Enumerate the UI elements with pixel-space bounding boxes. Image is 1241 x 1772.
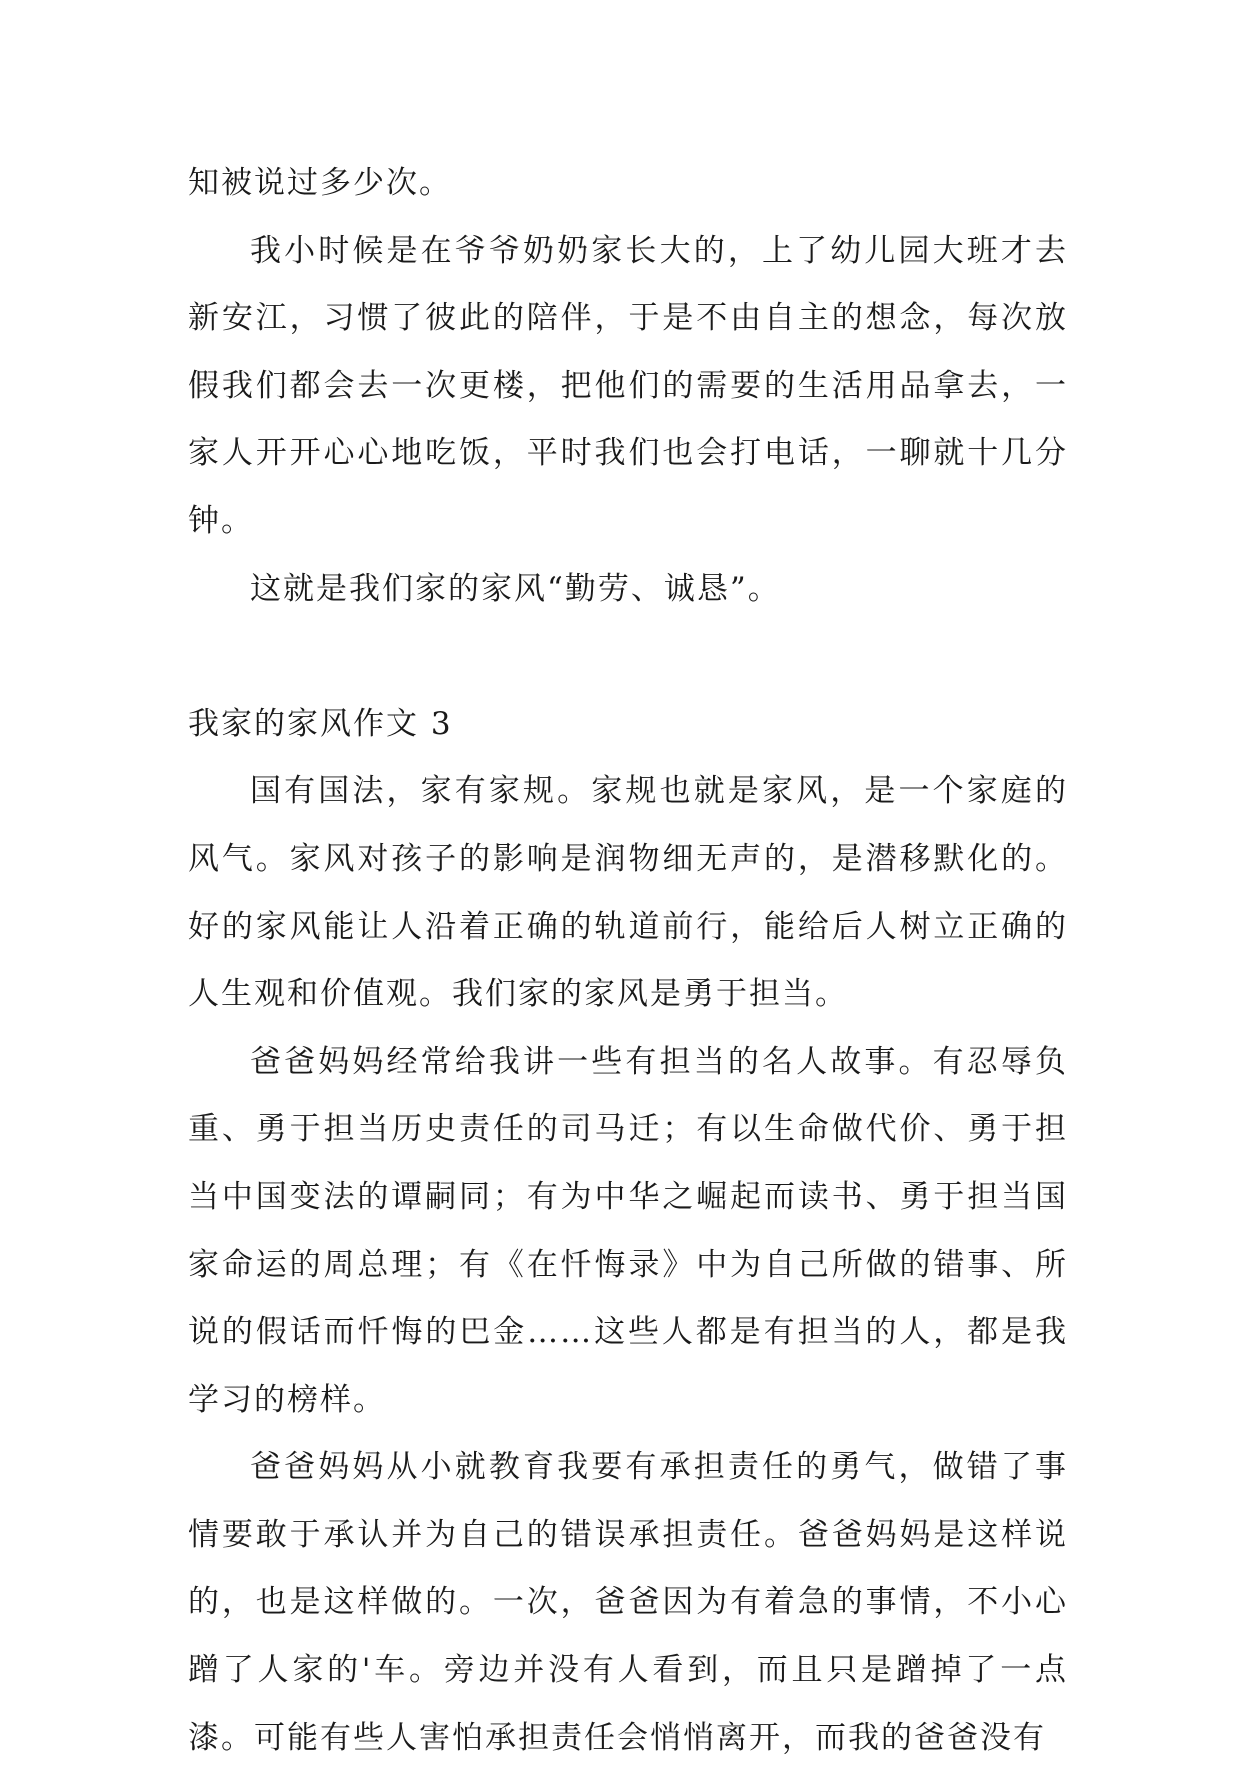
paragraph-childhood: 我小时候是在爷爷奶奶家长大的，上了幼儿园大班才去新安江，习惯了彼此的陪伴，于是不由自主的想念，每次放假我们都会去一次更楼，把他们的需要的生活用品拿去，一家人开开心心地吃饭，平时我们也会打电话，一聊就十几分钟。 xyxy=(188,232,1068,539)
continuation-paragraph: 知被说过多少次。 xyxy=(188,165,452,201)
document-body xyxy=(188,150,1068,1772)
paragraph-famous-stories: 爸爸妈妈经常给我讲一些有担当的名人故事。有忍辱负重、勇于担当历史责任的司马迁；有以生命做代价、勇于担当中国变法的谭嗣同；有为中华之崛起而读书、勇于担当国家命运的周总理；有《在忏悔录》中为自己所做的错事、所说的假话而忏悔的巴金……这些人都是有担当的人，都是我学习的榜样。 xyxy=(188,1043,1068,1418)
paragraph-national-law: 国有国法，家有家规。家规也就是家风，是一个家庭的风气。家风对孩子的影响是润物细无声的，是潜移默化的。好的家风能让人沿着正确的轨道前行，能给后人树立正确的人生观和价值观。我们家的家风是勇于担当。 xyxy=(188,773,1068,1013)
paragraph-responsibility: 爸爸妈妈从小就教育我要有承担责任的勇气，做错了事情要敢于承认并为自己的错误承担责任。爸爸妈妈是这样说的，也是这样做的。一次，爸爸因为有着急的事情，不小心蹭了人家的'车。旁边并没有人看到，而且只是蹭掉了一点漆。可能有些人害怕承担责任会悄悄离开，而我的爸爸没有 xyxy=(188,1449,1068,1756)
section-heading: 我家的家风作文 3 xyxy=(188,705,453,742)
section-gap xyxy=(188,623,1068,691)
paragraph-family-motto: 这就是我们家的家风“勤劳、诚恳”。 xyxy=(250,570,781,607)
